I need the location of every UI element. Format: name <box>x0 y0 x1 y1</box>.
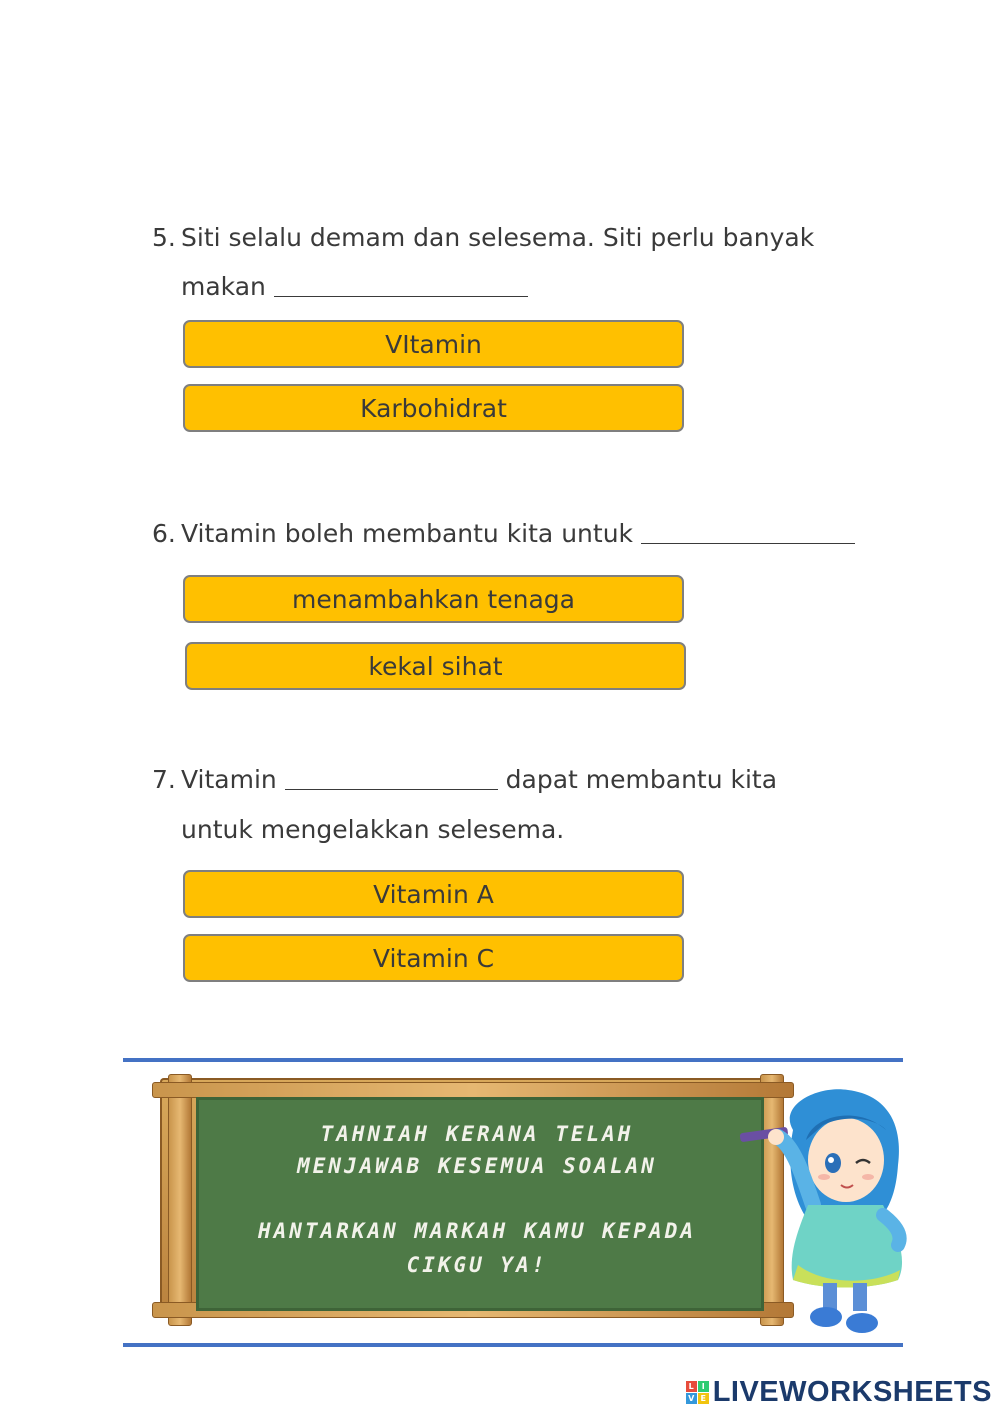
question-6-blank[interactable] <box>641 521 855 544</box>
question-5-option-1[interactable]: VItamin <box>183 320 684 368</box>
board-text-line-1: TAHNIAH KERANA TELAH <box>320 1122 634 1146</box>
question-5-blank[interactable] <box>274 274 528 297</box>
question-5-text-2: makan <box>181 272 266 301</box>
question-6-option-1[interactable]: menambahkan tenaga <box>183 575 684 623</box>
liveworksheets-logo[interactable] <box>686 1376 992 1409</box>
question-7-line-2: untuk mengelakkan selesema. <box>181 815 565 844</box>
board-text-line-4: CIKGU YA! <box>406 1253 548 1277</box>
question-5-option-2[interactable]: Karbohidrat <box>183 384 684 432</box>
question-6-option-2[interactable]: kekal sihat <box>185 642 686 690</box>
liveworksheets-logo-icon: L I V E <box>686 1381 709 1404</box>
girl-character-illustration <box>738 1085 913 1335</box>
question-6-line-1 <box>152 519 855 549</box>
liveworksheets-logo-text: LIVEWORKSHEETS <box>712 1376 992 1408</box>
question-7-option-2[interactable]: Vitamin C <box>183 934 684 982</box>
question-7-text-suffix: dapat membantu kita <box>505 765 778 794</box>
question-5-line-2 <box>181 272 528 302</box>
question-7-line-1 <box>152 765 777 795</box>
question-6-number: 6. <box>152 519 176 548</box>
bottom-rule-line <box>123 1343 903 1347</box>
question-5-text: Siti selalu demam dan selesema. Siti perlu banyak <box>181 223 815 252</box>
board-text-line-2: MENJAWAB KESEMUA SOALAN <box>297 1154 657 1178</box>
question-7-text: Vitamin <box>181 765 277 794</box>
question-5-line-1 <box>152 223 814 253</box>
board-top-bar <box>152 1082 794 1098</box>
question-5-number: 5. <box>152 223 176 252</box>
question-7-option-1[interactable]: Vitamin A <box>183 870 684 918</box>
board-left-post <box>168 1074 192 1326</box>
question-7-blank[interactable] <box>285 767 498 790</box>
top-rule-line <box>123 1058 903 1062</box>
question-6-text: Vitamin boleh membantu kita untuk <box>181 519 634 548</box>
board-text-line-3: HANTARKAN MARKAH KAMU KEPADA <box>257 1219 696 1243</box>
question-7-number: 7. <box>152 765 176 794</box>
